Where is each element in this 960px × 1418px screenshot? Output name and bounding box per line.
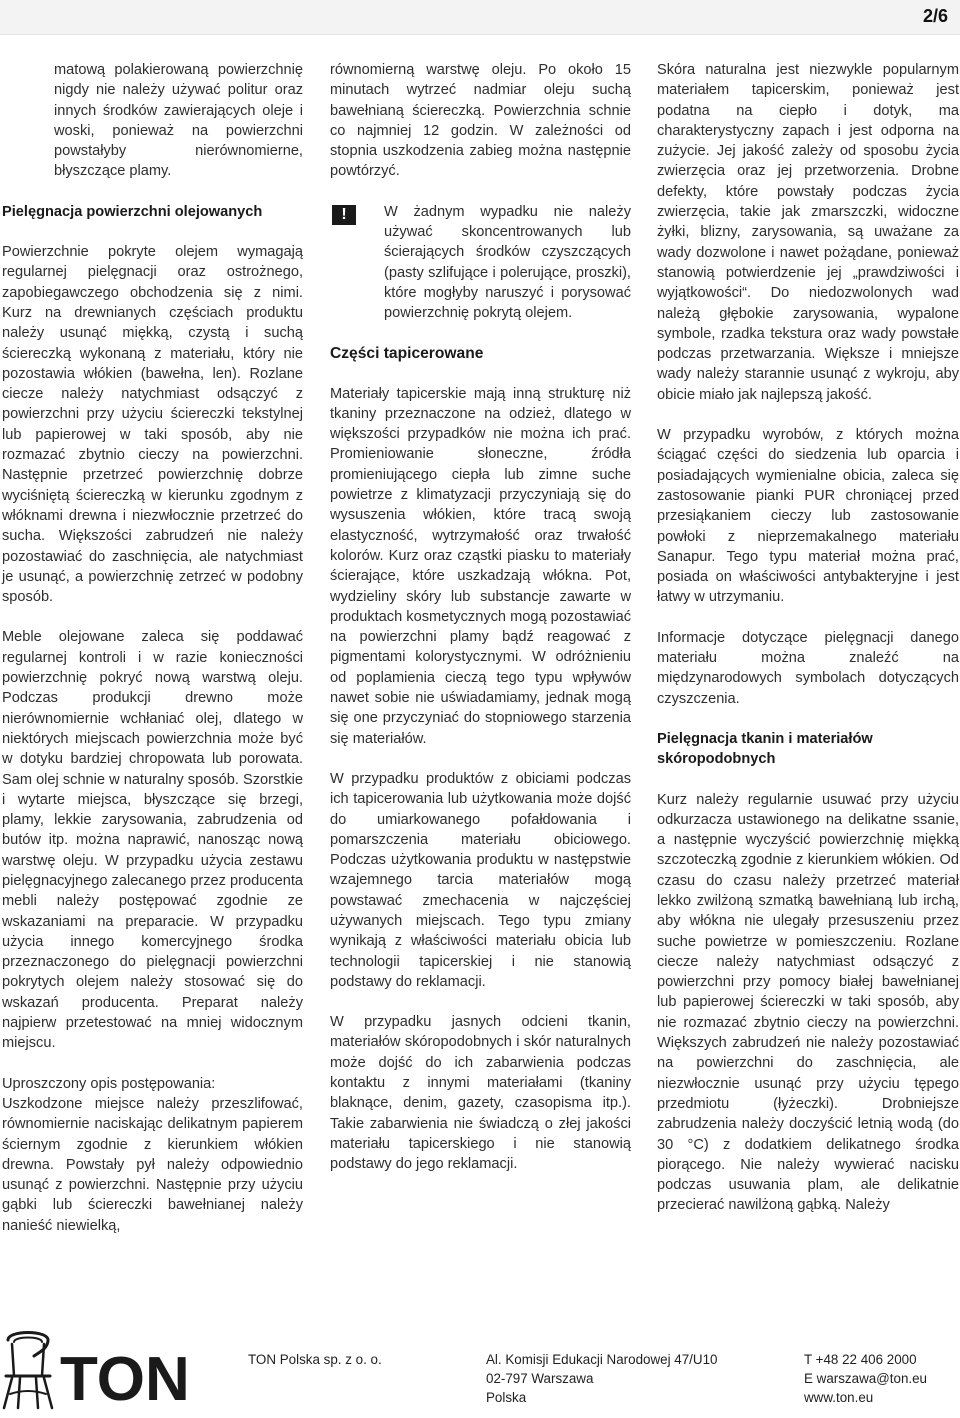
paragraph: Powierzchnie pokryte olejem wymagają regularnej pielęgnacji oraz ostrożnego, zapobiegawczego obchodzenia się z nimi. Kurz na drewnianych częściach produktu należy usunąć miękką, czystą i suchą ściereczką wykonaną z materiału, który nie pozostawia włókien (bawełna, len). Rozlane ciecze należy natychmiast odsączyć z powierzchni przy użyciu ściereczki tekstylnej lub papierowej w taki sposób, aby nie rozmazać zbytnio cieczy na powierzchni. Następnie przetrzeć powierzchnię dobrze wyciśniętą ściereczką w kierunku zgodnym z włóknami drewna i niezwłocznie przetrzeć do sucha. Większości zabrudzeń nie należy pozostawiać do zaschnięcia, ale natychmiast je usunąć, a powierzchnię zetrzeć w podobny sposób. [2, 244, 303, 606]
paragraph: Meble olejowane zaleca się poddawać regularnej kontroli i w razie konieczności powierzchnię pokryć nową warstwą oleju. Podczas produkcji drewno może nierównomiernie wchłaniać olej, dlatego w niektórych miejscach powierzchnia może być w dotyku bardziej chropowata lub porowata. Sam olej schnie w naturalny sposób. Szorstkie i wytarte miejsca, błyszczące się brzegi, plamy, lekkie zarysowania, zabrudzenia od butów itp. można naprawić, nanosząc nową warstwę oleju. W przypadku użycia zestawu pielęgnacyjnego zalecanego przez producenta mebli należy postępować zgodnie ze wskazaniami na preparacie. W przypadku użycia innego komercyjnego środka przeznaczonego do pielęgnacji powierzchni pokrytych olejem należy stosować się do wskazań producenta. Preparat należy najpierw przetestować na mniej widocznym miejscu. [2, 629, 304, 1052]
paragraph: Skóra naturalna jest niezwykle popularnym materiałem tapicerskim, ponieważ jest podatna na ciepło i dotyk, ma charakterystyczny zapach i jest odporna na zużycie. Jej jakość zależy od sposobu życia zwierzęcia oraz jej przetworzenia. Drobne defekty, które powstały podczas życia zwierzęcia, takie jak zmarszczki, widoczne żyłki, blizny, zarysowania, są uważane za wady dozwolone i nawet pożądane, ponieważ stanowią potwierdzenie jej „prawdziwości i wyjątkowości“. Do niedozwolonych wad należą głębokie zarysowania, wypalone symbole, rzadka tekstura oraz wady powstałe podczas przetwarzania. Większe i mniejsze wady należy starannie usunąć z wykroju, aby obicie miało jak najlepszą jakość. [657, 62, 959, 403]
spacer [657, 405, 959, 425]
spacer [2, 607, 303, 627]
heading-line: Pielęgnacja tkanin i materiałów [657, 730, 873, 747]
spacer [330, 992, 631, 1012]
spacer [330, 324, 631, 344]
spacer [330, 749, 631, 769]
column-3 [657, 60, 959, 1216]
spacer [2, 222, 303, 242]
heading-fabrics-care [657, 729, 959, 770]
address-line: 02-797 Warszawa [486, 1371, 594, 1386]
footer [0, 1330, 960, 1418]
paragraph: W przypadku wyrobów, z których można ściągać części do siedzenia lub oparcia i posiadających wymienialne obicia, zaleca się zastosowanie pianki PUR chroniącej przed przesiąkaniem cieczy lub zastosowanie powłoki z nieprzemakalnego materiału Sanapur. Tego typu materiał można prać, posiada on właściwości antybakteryjne i jest łatwy w utrzymaniu. [657, 427, 959, 606]
heading-upholstered-parts: Części tapicerowane [330, 344, 484, 362]
website-link[interactable]: www.ton.eu [804, 1390, 874, 1405]
ton-logo [0, 1330, 200, 1410]
column-2 [330, 60, 631, 1175]
heading-oiled-surfaces: Pielęgnacja powierzchni olejowanych [2, 203, 263, 220]
paragraph: Uszkodzone miejsce należy przeszlifować, równomiernie naciskając delikatnym papierem ściernym zgodnie z kierunkiem włókien drewna. Powstały pył należy odpowiednio usunąć z powierzchni. Następnie przy użyciu gąbki lub ściereczki bawełnianej należy nanieść niewielką, [2, 1095, 303, 1234]
spacer [2, 182, 303, 202]
chair-icon [4, 1333, 52, 1409]
address-line: Polska [486, 1390, 527, 1405]
logo-wordmark: TON [60, 1345, 190, 1410]
spacer [2, 1054, 303, 1074]
footer-company [248, 1350, 382, 1369]
warning-text: W żadnym wypadku nie należy używać skoncentrowanych lub ścierających środków czyszczących (pasty szlifujące i polerujące, proszki), które mogłyby naruszyć i porysować powierzchnię pokrytą olejem. [384, 203, 631, 322]
paragraph: Informacje dotyczące pielęgnacji danego materiału można znaleźć na międzynarodowych symbolach dotyczących czyszczenia. [657, 629, 959, 707]
heading-line: skóropodobnych [657, 751, 776, 768]
email-link[interactable]: E warszawa@ton.eu [804, 1371, 928, 1386]
spacer [657, 770, 959, 790]
page-number: 2/6 [922, 6, 948, 26]
paragraph-title: Uproszczony opis postępowania: [2, 1075, 216, 1092]
page-header-bar [0, 0, 960, 35]
warning-note [330, 202, 631, 324]
paragraph: Materiały tapicerskie mają inną strukturę niż tkaniny przeznaczone na odzież, dlatego w większości przypadków nie można ich prać. Promieniowanie słoneczne, źródła promieniującego ciepła lub zimne suche powietrze z klimatyzacji przyczyniają się do wysuszenia włókien, które tracą swoją elastyczność, wytrzymałość oraz trwałość kolorów. Kurz oraz cząstki piasku to materiały ścierające, które uszkadzają włókna. Pot, wydzieliny skóry lub substancje zawarte w produktach kosmetycznych mogą pozostawiać na powierzchni plamy bądź reagować z pigmentami kolorystycznymi. W odróżnieniu od poplamienia cieczą tego typu wpływów nawet sobie nie uświadamiamy, jednak mogą się one przyczyniać do stopniowego starzenia się materiałów. [330, 385, 631, 747]
paragraph: Kurz należy regularnie usuwać przy użyciu odkurzacza ustawionego na delikatne ssanie, a następnie wyczyścić powierzchnię miękką szczoteczką zgodnie z kierunkiem włókien. Od czasu do czasu należy przetrzeć materiał lekko zwilżoną szmatką bawełnianą lub irchą, aby włókna nie ulegały przesuszeniu przez suche powietrze w pomieszczeniu. Rozlane ciecze należy natychmiast odsączyć z powierzchni przy pomocy białej bawełnianej lub papierowej ściereczki w taki sposób, aby nie rozmazać zbytnio cieczy na powierzchni. Większych zabrudzeń nie należy pozostawiać na powierzchni do zaschnięcia, ale niezwłocznie usunąć przy użyciu tępego przedmiotu (łyżeczki). Drobniejsze zabrudzenia należy doczyścić letnią wodą (do 30 °C) z dodatkiem delikatnego środka piorącego. Nie należy wywierać nacisku podczas usuwania plam, ale delikatnie przecierać nawilżoną gąbką. Należy [657, 791, 959, 1214]
paragraph: W przypadku jasnych odcieni tkanin, materiałów skóropodobnych i skór naturalnych może dojść do ich zabarwienia podczas kontaktu z innymi materiałami (tkaniny blaknące, denim, gazety, czasopisma itp.). Takie zabarwienia nie świadczą o złej jakości materiału tapicerskiego i nie stanowią podstawy do jego reklamacji. [330, 1014, 631, 1173]
footer-contact [804, 1350, 927, 1407]
spacer [657, 709, 959, 729]
paragraph: matową polakierowaną powierzchnię nigdy nie należy używać politur oraz innych środków zawierających oleje i woski, ponieważ na powierzchni powstałyby nierównomierne, błyszczące plamy. [54, 62, 303, 180]
spacer [657, 608, 959, 628]
column-1 [2, 60, 303, 1236]
spacer [330, 182, 631, 202]
footer-address [486, 1350, 717, 1407]
company-name: TON Polska sp. z o. o. [248, 1352, 382, 1367]
warning-icon: ! [332, 205, 356, 225]
address-line: Al. Komisji Edukacji Narodowej 47/U10 [486, 1352, 718, 1367]
spacer [330, 364, 631, 384]
paragraph: W przypadku produktów z obiciami podczas ich tapicerowania lub użytkowania może dojść do umiarkowanego pofałdowania i pomarszczenia materiału obiciowego. Podczas użytkowania produktu w następstwie wzajemnego tarcia materiałów mogą powstawać zmechacenia w najczęściej używanych miejscach. Tego typu zmiany wynikają z właściwości materiału obicia lub technologii tapicerskiej i nie stanowią podstawy do reklamacji. [330, 770, 631, 990]
phone: T +48 22 406 2000 [804, 1352, 917, 1367]
paragraph: równomierną warstwę oleju. Po około 15 minutach wytrzeć nadmiar oleju suchą bawełnianą ściereczką. Powierzchnia schnie co najmniej 12 godzin. W zależności od stopnia uszkodzenia zabieg można następnie powtórzyć. [330, 62, 631, 180]
